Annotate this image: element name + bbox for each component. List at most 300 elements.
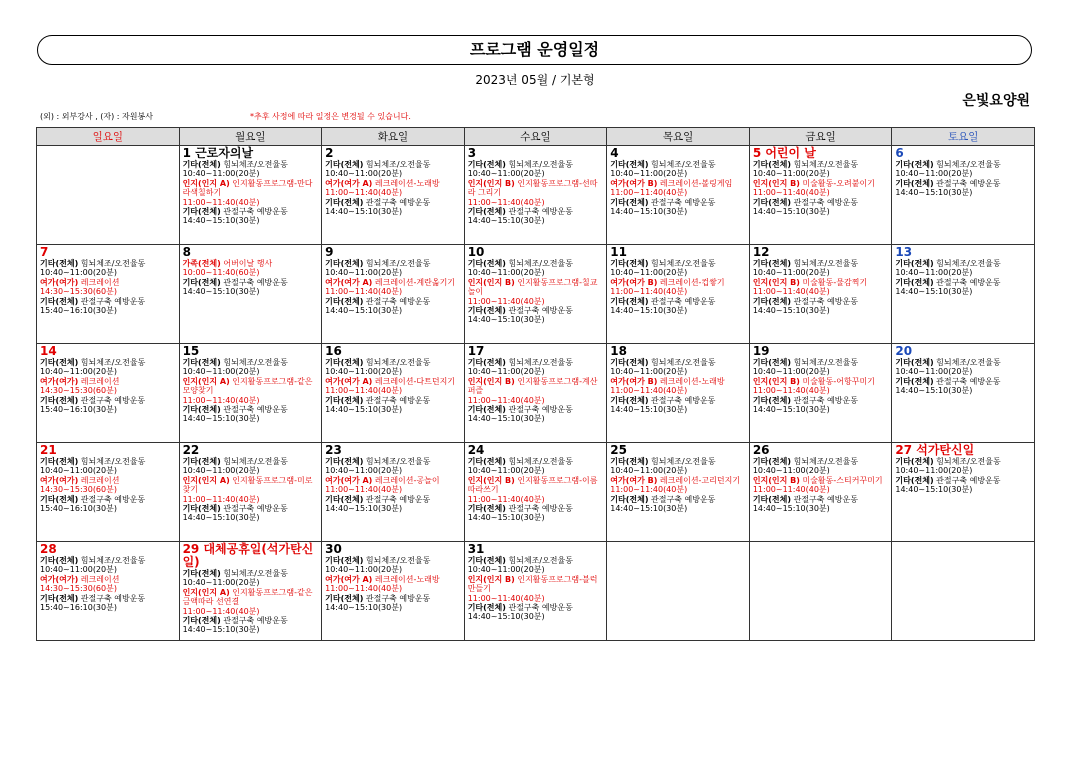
program-time: 14:40~15:10(30분) — [895, 386, 973, 396]
calendar-day-cell — [464, 146, 607, 245]
schedule-entry — [40, 377, 176, 386]
calendar-day-cell — [892, 344, 1035, 443]
program-name: 관절구축 예방운동 — [648, 395, 716, 405]
day-number: 9 — [325, 245, 334, 259]
page-title: 프로그램 운영일정 — [37, 35, 1032, 65]
schedule-entry — [325, 405, 461, 414]
program-name: 미술활동-물감찍기 — [799, 277, 868, 287]
program-name: 힘뇌체조/오전율동 — [220, 160, 288, 169]
program-time: 11:00~11:40(40분) — [752, 386, 830, 396]
schedule-entry — [753, 457, 889, 466]
program-time: 11:00~11:40(40분) — [182, 395, 260, 405]
schedule-entry — [325, 268, 461, 277]
schedule-entry — [40, 278, 176, 287]
schedule-entry — [183, 358, 319, 367]
program-name: 힘뇌체조/오전율동 — [791, 457, 859, 466]
schedule-entry — [183, 466, 319, 475]
program-category: 여가(여가) — [40, 277, 79, 287]
schedule-entry — [183, 287, 319, 296]
program-category: 기타(전체) — [467, 405, 506, 415]
program-name: 힘뇌체조/오전율동 — [363, 457, 431, 466]
program-name: 관절구축 예방운동 — [220, 405, 288, 415]
schedule-entry — [183, 625, 319, 634]
weekday-thursday: 목요일 — [607, 128, 750, 146]
schedule-entry — [610, 377, 746, 386]
program-time: 14:40~15:10(30분) — [182, 287, 260, 297]
program-category: 여가(여가 B) — [610, 277, 658, 287]
page-subtitle: 2023년 05월 / 기본형 — [475, 73, 595, 87]
program-name: 힘뇌체조/오전율동 — [363, 358, 431, 367]
day-number: 21 — [40, 443, 57, 457]
program-category: 기타(전체) — [610, 457, 649, 466]
program-time: 14:40~15:10(30분) — [610, 306, 688, 316]
program-category: 인지(인지 B) — [752, 178, 800, 188]
program-name: 힘뇌체조/오전율동 — [791, 259, 859, 268]
program-time: 11:00~11:40(40분) — [467, 296, 545, 306]
program-name: 힘뇌체조/오전율동 — [78, 259, 146, 268]
schedule-entry — [40, 386, 176, 395]
program-category: 기타(전체) — [325, 160, 364, 169]
program-category: 기타(전체) — [467, 358, 506, 367]
schedule-entry — [183, 367, 319, 376]
schedule-entry — [325, 207, 461, 216]
program-name: 관절구축 예방운동 — [220, 616, 288, 626]
program-time: 14:40~15:10(30분) — [752, 207, 830, 217]
program-category: 기타(전체) — [610, 494, 649, 504]
program-name: 인지활동프로그램-선따라 그리기 — [467, 178, 598, 198]
program-name: 레크레이션-노래방 — [372, 574, 440, 584]
program-name: 미술활동-어항꾸미기 — [799, 376, 875, 386]
program-time: 10:00~11:40(60분) — [182, 268, 260, 278]
program-name: 힘뇌체조/오전율동 — [648, 259, 716, 268]
day-number: 1 근로자의날 — [182, 146, 254, 160]
schedule-entry — [183, 578, 319, 587]
schedule-entry — [753, 405, 889, 414]
schedule-entry — [895, 268, 1031, 277]
program-name: 힘뇌체조/오전율동 — [648, 457, 716, 466]
schedule-entry — [753, 188, 889, 197]
program-name: 힘뇌체조/오전율동 — [363, 160, 431, 169]
program-name: 관절구축 예방운동 — [933, 178, 1001, 188]
program-time: 15:40~16:10(30분) — [40, 306, 117, 316]
program-name: 인지활동프로그램-같은모양찾기 — [182, 376, 313, 396]
schedule-entry — [610, 485, 746, 494]
schedule-entry — [753, 278, 889, 287]
schedule-entry — [895, 278, 1031, 287]
program-name: 힘뇌체조/오전율동 — [933, 259, 1001, 268]
program-category: 기타(전체) — [325, 395, 364, 405]
program-name: 힘뇌체조/오전율동 — [363, 556, 431, 565]
program-category: 인지(인지 A) — [182, 178, 230, 188]
program-name: 관절구축 예방운동 — [933, 376, 1001, 386]
program-category: 기타(전체) — [40, 259, 79, 268]
program-name: 레크레이션-다트던지기 — [372, 376, 456, 386]
program-category: 기타(전체) — [610, 358, 649, 367]
day-number: 16 — [325, 344, 342, 358]
schedule-entry — [895, 377, 1031, 386]
schedule-entry — [610, 457, 746, 466]
program-category: 기타(전체) — [182, 616, 221, 626]
calendar-day-cell — [892, 443, 1035, 542]
schedule-entry — [325, 259, 461, 268]
program-name: 관절구축 예방운동 — [363, 593, 431, 603]
schedule-entry — [468, 594, 604, 603]
program-category: 기타(전체) — [610, 395, 649, 405]
day-number: 7 — [40, 245, 49, 259]
day-number: 10 — [467, 245, 485, 259]
schedule-entry — [610, 386, 746, 395]
day-number: 8 — [182, 245, 191, 259]
program-time: 10:40~11:00(20분) — [40, 268, 117, 278]
program-name: 힘뇌체조/오전율동 — [505, 358, 573, 367]
program-time: 11:00~11:40(40분) — [182, 494, 260, 504]
program-time: 10:40~11:00(20분) — [40, 367, 117, 377]
schedule-entry — [40, 466, 176, 475]
program-time: 15:40~16:10(30분) — [40, 504, 117, 514]
weekday-sunday: 일요일 — [37, 128, 180, 146]
schedule-entry — [183, 476, 319, 495]
calendar-day-cell — [179, 443, 322, 542]
schedule-entry — [610, 179, 746, 188]
day-number: 30 — [325, 542, 342, 556]
program-category: 기타(전체) — [467, 556, 506, 565]
schedule-entry — [183, 414, 319, 423]
schedule-entry — [468, 198, 604, 207]
program-category: 여가(여가 A) — [325, 574, 373, 584]
calendar-week-row — [37, 344, 1035, 443]
program-time: 10:40~11:00(20분) — [895, 169, 973, 179]
program-time: 10:40~11:00(20분) — [182, 578, 260, 588]
program-time: 15:40~16:10(30분) — [40, 603, 117, 613]
day-number: 25 — [610, 443, 627, 457]
program-category: 기타(전체) — [325, 457, 364, 466]
schedule-entry — [468, 259, 604, 268]
schedule-entry — [40, 297, 176, 306]
schedule-entry — [610, 297, 746, 306]
day-number: 17 — [467, 344, 485, 358]
schedule-entry — [468, 268, 604, 277]
program-category: 기타(전체) — [610, 259, 649, 268]
calendar-day-cell — [749, 344, 892, 443]
schedule-entry — [895, 476, 1031, 485]
program-category: 여가(여가) — [40, 574, 79, 584]
program-time: 11:00~11:40(40분) — [182, 197, 260, 207]
change-notice: *추후 사정에 따라 일정은 변경될 수 있습니다. — [250, 112, 411, 121]
program-time: 10:40~11:00(20분) — [40, 565, 117, 575]
schedule-entry — [753, 179, 889, 188]
schedule-entry — [610, 504, 746, 513]
program-time: 11:00~11:40(40분) — [467, 197, 545, 207]
program-name: 힘뇌체조/오전율동 — [78, 457, 146, 466]
calendar-day-cell — [322, 443, 465, 542]
program-time: 10:40~11:00(20분) — [752, 268, 830, 278]
program-name: 힘뇌체조/오전율동 — [933, 457, 1001, 466]
program-name: 관절구축 예방운동 — [220, 207, 288, 217]
program-time: 14:40~15:10(30분) — [325, 207, 403, 217]
schedule-entry — [325, 594, 461, 603]
schedule-entry — [895, 259, 1031, 268]
schedule-entry — [610, 198, 746, 207]
program-name: 힘뇌체조/오전율동 — [220, 457, 288, 466]
schedule-entry — [40, 575, 176, 584]
schedule-entry — [753, 259, 889, 268]
program-category: 여가(여가 A) — [325, 277, 373, 287]
program-category: 기타(전체) — [610, 197, 649, 207]
calendar-day-cell — [322, 245, 465, 344]
program-category: 기타(전체) — [752, 395, 792, 405]
schedule-entry — [610, 466, 746, 475]
program-name: 관절구축 예방운동 — [363, 494, 431, 504]
schedule-entry — [40, 476, 176, 485]
schedule-entry — [183, 569, 319, 578]
schedule-entry — [610, 396, 746, 405]
program-time: 10:40~11:00(20분) — [895, 268, 973, 278]
program-time: 14:40~15:10(30분) — [895, 287, 973, 297]
program-time: 10:40~11:00(20분) — [610, 466, 688, 476]
program-time: 10:40~11:00(20분) — [40, 466, 117, 476]
schedule-entry — [468, 216, 604, 225]
schedule-entry — [40, 358, 176, 367]
schedule-entry — [895, 160, 1031, 169]
program-time: 11:00~11:40(40분) — [752, 485, 830, 495]
program-category: 기타(전체) — [325, 494, 364, 504]
schedule-entry — [325, 466, 461, 475]
program-name: 레크레이션-공놀이 — [372, 475, 440, 485]
schedule-entry — [40, 565, 176, 574]
program-name: 미술활동-오려붙이기 — [799, 178, 875, 188]
program-category: 기타(전체) — [895, 277, 934, 287]
calendar-week-row — [37, 443, 1035, 542]
calendar-day-cell — [37, 443, 180, 542]
calendar-day-cell — [749, 245, 892, 344]
program-time: 14:40~15:10(30분) — [610, 207, 688, 217]
schedule-entry — [325, 584, 461, 593]
schedule-entry — [468, 457, 604, 466]
program-name: 관절구축 예방운동 — [220, 504, 288, 514]
schedule-entry — [610, 306, 746, 315]
program-time: 14:40~15:10(30분) — [325, 504, 403, 514]
schedule-entry — [753, 476, 889, 485]
program-name: 레크레이션 — [78, 376, 120, 386]
program-category: 인지(인지 B) — [467, 574, 515, 584]
program-category: 기타(전체) — [895, 160, 934, 169]
program-time: 14:30~15:30(60분) — [40, 386, 117, 396]
program-category: 인지(인지 B) — [467, 277, 515, 287]
program-name: 인지활동프로그램-미로찾기 — [182, 475, 313, 495]
schedule-entry — [325, 367, 461, 376]
program-name: 힘뇌체조/오전율동 — [220, 569, 288, 578]
program-category: 여가(여가 B) — [610, 475, 658, 485]
program-time: 14:40~15:10(30분) — [182, 625, 260, 635]
calendar-cell-empty — [749, 542, 892, 641]
program-name: 관절구축 예방운동 — [505, 504, 573, 514]
program-category: 여가(여가) — [40, 376, 79, 386]
program-name: 힘뇌체조/오전율동 — [78, 556, 146, 565]
program-name: 힘뇌체조/오전율동 — [648, 160, 716, 169]
program-name: 관절구축 예방운동 — [648, 296, 716, 306]
program-name: 힘뇌체조/오전율동 — [933, 160, 1001, 169]
calendar-day-cell — [464, 245, 607, 344]
schedule-entry — [468, 476, 604, 495]
schedule-entry — [753, 377, 889, 386]
program-category: 여가(여가) — [40, 475, 79, 485]
program-name: 어버이날 행사 — [220, 259, 273, 268]
schedule-entry — [40, 268, 176, 277]
schedule-entry — [325, 457, 461, 466]
schedule-entry — [468, 612, 604, 621]
program-category: 기타(전체) — [467, 504, 506, 514]
weekday-friday: 금요일 — [749, 128, 892, 146]
program-category: 기타(전체) — [182, 504, 221, 514]
program-name: 인지활동프로그램-이름따라쓰기 — [467, 475, 598, 495]
calendar-day-cell — [179, 542, 322, 641]
program-time: 10:40~11:00(20분) — [467, 466, 545, 476]
program-name: 레크레이션-계란옮기기 — [372, 277, 456, 287]
program-category: 기타(전체) — [40, 494, 79, 504]
program-time: 11:00~11:40(40분) — [610, 386, 688, 396]
program-name: 관절구축 예방운동 — [791, 494, 858, 504]
program-time: 11:00~11:40(40분) — [325, 386, 403, 396]
calendar-day-cell — [607, 443, 750, 542]
program-category: 기타(전체) — [467, 207, 506, 217]
schedule-entry — [753, 207, 889, 216]
day-number: 4 — [610, 146, 619, 160]
schedule-entry — [40, 287, 176, 296]
schedule-entry — [183, 169, 319, 178]
schedule-entry — [40, 306, 176, 315]
schedule-entry — [468, 565, 604, 574]
program-category: 기타(전체) — [182, 405, 221, 415]
calendar-day-cell — [607, 344, 750, 443]
schedule-entry — [468, 278, 604, 297]
schedule-entry — [183, 216, 319, 225]
program-name: 관절구축 예방운동 — [791, 197, 858, 207]
calendar-cell-empty — [892, 542, 1035, 641]
schedule-entry — [468, 466, 604, 475]
schedule-entry — [325, 565, 461, 574]
calendar-week-row — [37, 245, 1035, 344]
day-number: 20 — [895, 344, 913, 358]
schedule-entry — [40, 603, 176, 612]
calendar-day-cell — [37, 344, 180, 443]
schedule-entry — [753, 358, 889, 367]
program-category: 기타(전체) — [467, 306, 506, 316]
program-name: 힘뇌체조/오전율동 — [505, 457, 573, 466]
schedule-entry — [610, 169, 746, 178]
program-time: 11:00~11:40(40분) — [467, 494, 545, 504]
schedule-entry — [40, 259, 176, 268]
schedule-entry — [895, 358, 1031, 367]
program-time: 10:40~11:00(20분) — [610, 367, 688, 377]
schedule-entry — [610, 476, 746, 485]
day-number: 3 — [467, 146, 477, 160]
program-time: 10:40~11:00(20분) — [325, 466, 403, 476]
program-time: 10:40~11:00(20분) — [182, 169, 260, 179]
program-name: 인지활동프로그램-칠교놀이 — [467, 277, 598, 297]
schedule-entry — [468, 179, 604, 198]
program-time: 14:30~15:30(60분) — [40, 287, 117, 297]
legend-note: (외) : 외부강사 , (자) : 자원봉사 — [40, 112, 153, 121]
program-category: 기타(전체) — [895, 259, 934, 268]
program-name: 레크레이션-컵쌓기 — [657, 277, 725, 287]
program-time: 11:00~11:40(40분) — [325, 287, 403, 297]
schedule-entry — [183, 607, 319, 616]
program-time: 14:40~15:10(30분) — [467, 414, 545, 424]
schedule-entry — [895, 188, 1031, 197]
organization-name: 은빛요양원 — [962, 93, 1030, 109]
schedule-entry — [325, 297, 461, 306]
schedule-entry — [895, 485, 1031, 494]
schedule-entry — [753, 485, 889, 494]
program-time: 14:40~15:10(30분) — [895, 188, 973, 198]
schedule-entry — [183, 588, 319, 607]
program-category: 기타(전체) — [752, 296, 792, 306]
schedule-entry — [40, 405, 176, 414]
calendar-day-cell — [607, 146, 750, 245]
schedule-entry — [753, 396, 889, 405]
program-category: 기타(전체) — [325, 358, 364, 367]
schedule-entry — [610, 367, 746, 376]
program-category: 기타(전체) — [467, 259, 506, 268]
day-number: 19 — [752, 344, 770, 358]
day-number: 31 — [467, 542, 485, 556]
program-name: 힘뇌체조/오전율동 — [220, 358, 288, 367]
schedule-entry — [610, 278, 746, 287]
program-category: 인지(인지 B) — [752, 475, 800, 485]
schedule-entry — [753, 287, 889, 296]
program-time: 10:40~11:00(20분) — [182, 367, 260, 377]
program-category: 인지(인지 B) — [467, 475, 515, 485]
day-number: 15 — [182, 344, 200, 358]
program-name: 레크레이션 — [78, 277, 120, 287]
program-name: 인지활동프로그램-계산퍼즐 — [467, 376, 598, 396]
schedule-entry — [40, 457, 176, 466]
calendar-day-cell — [322, 542, 465, 641]
program-category: 여가(여가 B) — [610, 178, 658, 188]
program-time: 14:40~15:10(30분) — [325, 306, 403, 316]
schedule-entry — [468, 160, 604, 169]
program-category: 인지(인지 A) — [182, 587, 230, 597]
calendar-day-cell — [464, 344, 607, 443]
program-time: 14:40~15:10(30분) — [752, 405, 830, 415]
program-name: 레크레이션-고리던지기 — [657, 475, 741, 485]
program-name: 레크레이션-노래방 — [372, 178, 440, 188]
schedule-entry — [325, 396, 461, 405]
program-name: 관절구축 예방운동 — [78, 395, 146, 405]
schedule-entry — [895, 386, 1031, 395]
calendar-day-cell — [749, 146, 892, 245]
program-time: 14:30~15:30(60분) — [40, 584, 117, 594]
schedule-entry — [610, 405, 746, 414]
program-category: 기타(전체) — [895, 457, 934, 466]
schedule-entry — [40, 594, 176, 603]
schedule-entry — [753, 466, 889, 475]
schedule-entry — [325, 495, 461, 504]
weekday-wednesday: 수요일 — [464, 128, 607, 146]
calendar-day-cell — [464, 542, 607, 641]
schedule-entry — [183, 513, 319, 522]
day-number: 26 — [752, 443, 770, 457]
program-name: 관절구축 예방운동 — [78, 494, 146, 504]
schedule-entry — [183, 268, 319, 277]
program-time: 14:40~15:10(30분) — [325, 603, 403, 613]
program-category: 기타(전체) — [752, 358, 792, 367]
calendar-day-cell — [179, 344, 322, 443]
program-time: 11:00~11:40(40분) — [610, 188, 688, 198]
calendar-week-row — [37, 146, 1035, 245]
program-time: 10:40~11:00(20분) — [182, 466, 260, 476]
schedule-entry — [325, 287, 461, 296]
